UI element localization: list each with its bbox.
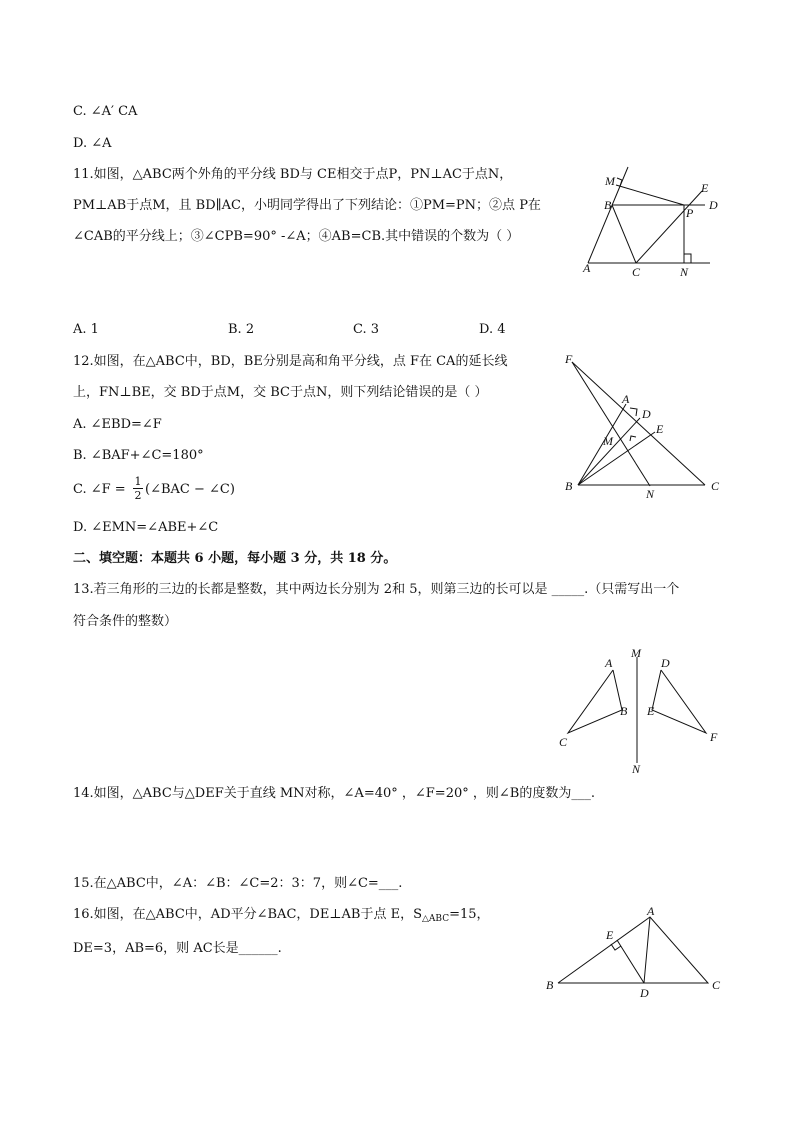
q12-option-a: A. ∠EBD=∠F bbox=[73, 417, 162, 432]
q14-label-m: M bbox=[631, 646, 641, 660]
q12-label-m: M bbox=[603, 434, 613, 448]
q14-label-e: E bbox=[647, 704, 655, 718]
q12-figure bbox=[560, 352, 730, 502]
q11-label-e: E bbox=[701, 181, 709, 195]
q10-option-d: D. ∠A bbox=[73, 136, 112, 151]
q12-option-c-suffix: (∠BAC − ∠C) bbox=[145, 482, 235, 497]
q12-option-d: D. ∠EMN=∠ABE+∠C bbox=[73, 520, 219, 535]
q11-label-p: P bbox=[686, 206, 694, 220]
q11-option-d: D. 4 bbox=[479, 322, 506, 337]
q16-label-c: C bbox=[712, 978, 721, 992]
q11-label-a: A bbox=[583, 261, 591, 275]
q11-line-3: ∠CAB的平分线上；③∠CPB=90° -∠A；④AB=CB.其中错误的个数为（ ） bbox=[73, 229, 520, 244]
q14-label-c: C bbox=[559, 735, 568, 749]
q11-line-1: 11.如图，△ABC两个外角的平分线 BD与 CE相交于点P，PN⊥AC于点N， bbox=[73, 167, 513, 182]
q11-line-2: PM⊥AB于点M，且 BD∥AC，小明同学得出了下列结论：①PM=PN；②点 P在 bbox=[73, 198, 541, 213]
q12-option-c-prefix: C. ∠F = bbox=[73, 482, 126, 497]
q16-label-d: D bbox=[640, 986, 649, 1000]
q16-line-1 bbox=[73, 906, 490, 928]
q12-line-1: 12.如图，在△ABC中，BD，BE分别是高和角平分线，点 F在 CA的延长线 bbox=[73, 354, 508, 369]
q16-label-e: E bbox=[606, 928, 614, 942]
q14-line-1: 14.如图，△ABC与△DEF关于直线 MN对称，∠A=40° ，∠F=20° ，则∠B的度数为___. bbox=[73, 786, 595, 801]
q12-label-e: E bbox=[656, 422, 664, 436]
q11-label-m: M bbox=[605, 174, 615, 188]
q12-option-c-denominator: 2 bbox=[134, 489, 142, 502]
q14-label-n: N bbox=[632, 762, 641, 776]
q12-option-c-fraction bbox=[133, 475, 143, 502]
q12-line-2: 上，FN⊥BE，交 BD于点M，交 BC于点N，则下列结论错误的是（ ） bbox=[73, 385, 488, 400]
q16-line-1-subscript: △ABC bbox=[422, 914, 450, 924]
q14-label-d: D bbox=[661, 656, 670, 670]
q11-option-b: B. 2 bbox=[228, 322, 255, 337]
q13-line-2: 符合条件的整数） bbox=[73, 614, 178, 629]
q11-label-c: C bbox=[632, 265, 641, 279]
q16-line-1-end: =15， bbox=[449, 907, 490, 922]
q11-label-d: D bbox=[709, 198, 718, 212]
q16-figure bbox=[540, 905, 730, 1000]
q12-label-f: F bbox=[565, 352, 573, 366]
q11-label-n: N bbox=[680, 265, 689, 279]
section-heading: 二、填空题：本题共 6 小题，每小题 3 分，共 18 分。 bbox=[73, 551, 397, 566]
q12-option-b: B. ∠BAF+∠C=180° bbox=[73, 448, 204, 463]
q13-line-1: 13.若三角形的三边的长都是整数，其中两边长分别为 2和 5，则第三边的长可以是 _____.（只需写出一个 bbox=[73, 582, 680, 597]
q14-figure bbox=[555, 645, 735, 775]
q16-line-2: DE=3，AB=6，则 AC长是______. bbox=[73, 941, 282, 956]
q12-label-n: N bbox=[646, 487, 655, 501]
q15-line-1: 15.在△ABC中，∠A：∠B：∠C=2：3：7，则∠C=___. bbox=[73, 876, 403, 891]
q12-label-c: C bbox=[711, 479, 720, 493]
q10-option-c: C. ∠A′ CA bbox=[73, 104, 138, 119]
q12-option-c-numerator: 1 bbox=[134, 475, 142, 488]
q11-label-b: B bbox=[604, 198, 612, 212]
q16-label-b: B bbox=[546, 978, 554, 992]
q14-label-a: A bbox=[605, 656, 613, 670]
q14-label-b: B bbox=[620, 704, 628, 718]
q12-label-d: D bbox=[642, 407, 651, 421]
q11-option-a: A. 1 bbox=[73, 322, 99, 337]
q11-figure bbox=[580, 165, 730, 285]
q16-line-1-text: 16.如图，在△ABC中，AD平分∠BAC，DE⊥AB于点 E，S bbox=[73, 907, 423, 922]
q12-label-b: B bbox=[565, 479, 573, 493]
q14-label-f: F bbox=[710, 730, 718, 744]
q12-label-a: A bbox=[622, 392, 630, 406]
q11-option-c: C. 3 bbox=[353, 322, 380, 337]
q16-label-a: A bbox=[647, 904, 655, 918]
